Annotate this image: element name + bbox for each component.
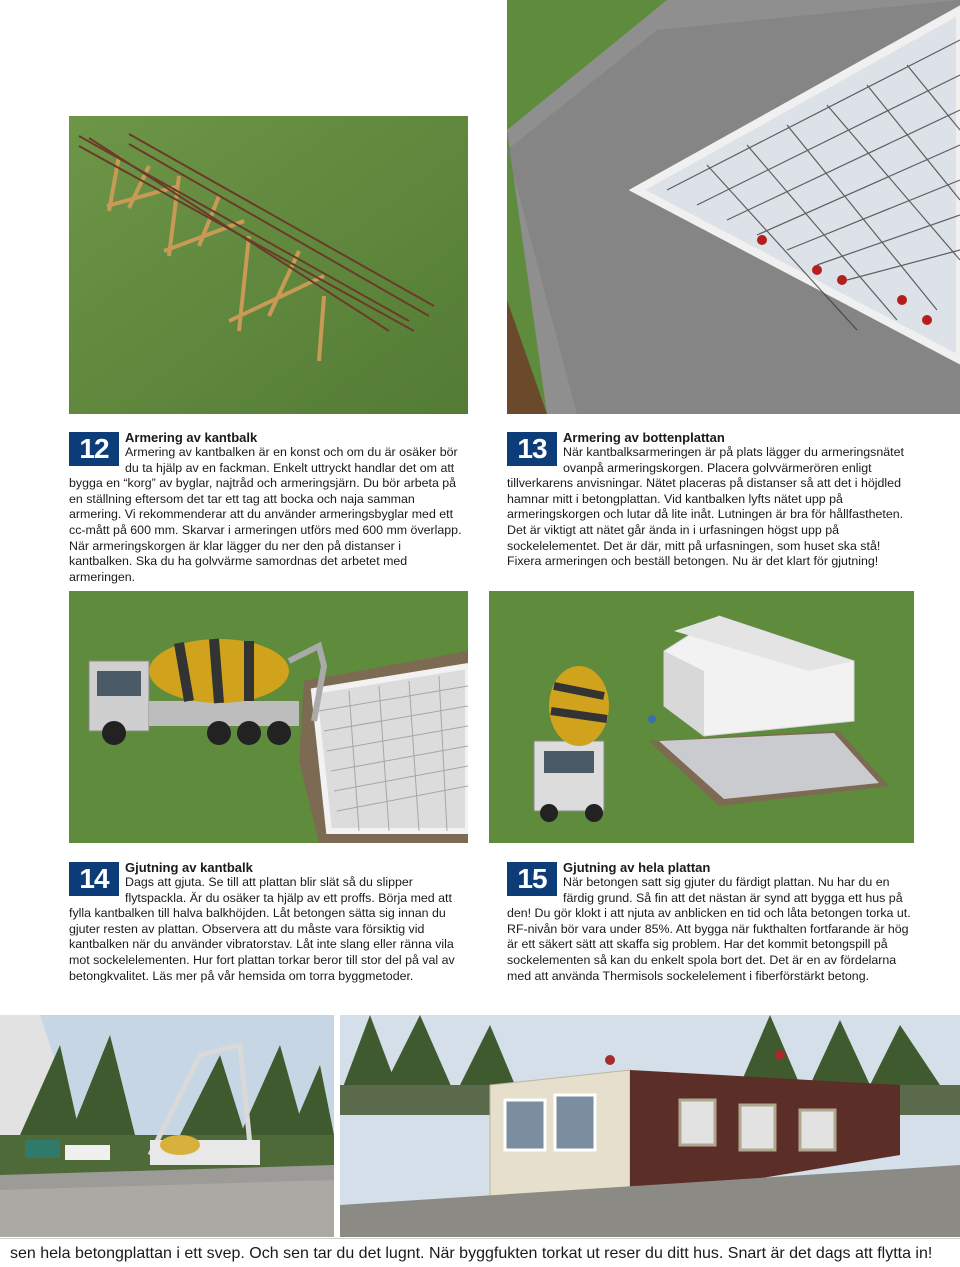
step-title: Gjutning av hela plattan bbox=[563, 860, 711, 875]
photo-pump-truck-pouring bbox=[0, 1015, 334, 1237]
concrete-truck-pouring-illustration bbox=[69, 591, 468, 843]
step-number-badge: 13 bbox=[507, 432, 557, 466]
step-body: När kantbalksarmeringen är på plats lägger du armeringsnätet ovanpå armeringskorgen. Placera golvvärmerören enligt tillverkarens anvisningar. Nätet placeras på distanser så att det i höjdled hamnar mitt i betongplattan. Vid kantbalken lyfts nätet upp på armeringskorgen och lutar då lite inåt. Lutningen är bra för hållfastheten. Det är viktigt att nätet går ända in i urfasningen högst upp på sockelelementet. Det är där, mitt på urfasningen, som huset ska stå! Fixera armeringen och beställ betongen. Nu är det klart för gjutning! bbox=[507, 445, 904, 569]
step-body: Armering av kantbalken är en konst och om du är osäker bör du ta hjälp av en fackman. Enkelt uttryckt handlar det om att bygga en “korg” av byglar, najtråd och armeringsjärn. Du bör arbeta på en ställning eftersom det tar ett tag att bocka och naja samman armering. Vi rekommenderar att du använder armeringsbyglar med ett cc-mått på 600 mm. Skarvar i armeringen utförs med 600 mm överlapp. När armeringskorgen är klar lägger du ner den på distanser i kantbalken. Ska du ha golvvärme samordnas det arbetet med armeringen. bbox=[69, 445, 462, 584]
step-13 bbox=[507, 430, 917, 570]
slab-reinforcement-illustration bbox=[507, 0, 960, 414]
step-title: Gjutning av kantbalk bbox=[125, 860, 253, 875]
finished-slab-house-illustration bbox=[489, 591, 914, 843]
step-12 bbox=[69, 430, 465, 585]
bottom-caption: sen hela betongplattan i ett svep. Och sen tar du det lugnt. När byggfukten torkat ut reser du ditt hus. Snart är det dags att flytta in! bbox=[0, 1238, 960, 1267]
step-number-badge: 14 bbox=[69, 862, 119, 896]
step-number-badge: 15 bbox=[507, 862, 557, 896]
rebar-cage-illustration bbox=[69, 116, 468, 414]
step-title: Armering av bottenplattan bbox=[563, 430, 725, 445]
step-body: Dags att gjuta. Se till att plattan blir slät så du slipper flytspackla. Är du osäker ta hjälp av ett proffs. Börja med att fylla kantbalken till halva balkhöjden. Låt betongen sätta sig innan du gjuter resten av plattan. Observera att du måste vara försiktig vid kantbalken när du använder vibratorstav. Låt inte slang eller ränna vila mot sockelelementen. Hur fort plattan torkar beror till stor del på val av betongkvalitet. Läs mer på vår hemsida om torra byggmetoder. bbox=[69, 875, 455, 983]
photo-house-erection bbox=[340, 1015, 960, 1237]
step-number-badge: 12 bbox=[69, 432, 119, 466]
step-title: Armering av kantbalk bbox=[125, 430, 258, 445]
step-15 bbox=[507, 860, 912, 984]
step-body: När betongen satt sig gjuter du färdigt plattan. Nu har du en färdig grund. Så fin att det nästan är synd att bygga ett hus på den! Du gör klokt i att njuta av anblicken en tid och låta betongen torka ut. RF-nivån bör vara under 85%. Att bygga när fukthalten fortfarande är hög är ett säkert sätt att skaffa sig problem. Har det kommit betongspill på sockelementen så kan du enkelt spola bort det. Det är en av fördelarna med att använda Thermisols sockelelement i fiberförstärkt betong. bbox=[507, 875, 911, 983]
step-14 bbox=[69, 860, 465, 984]
